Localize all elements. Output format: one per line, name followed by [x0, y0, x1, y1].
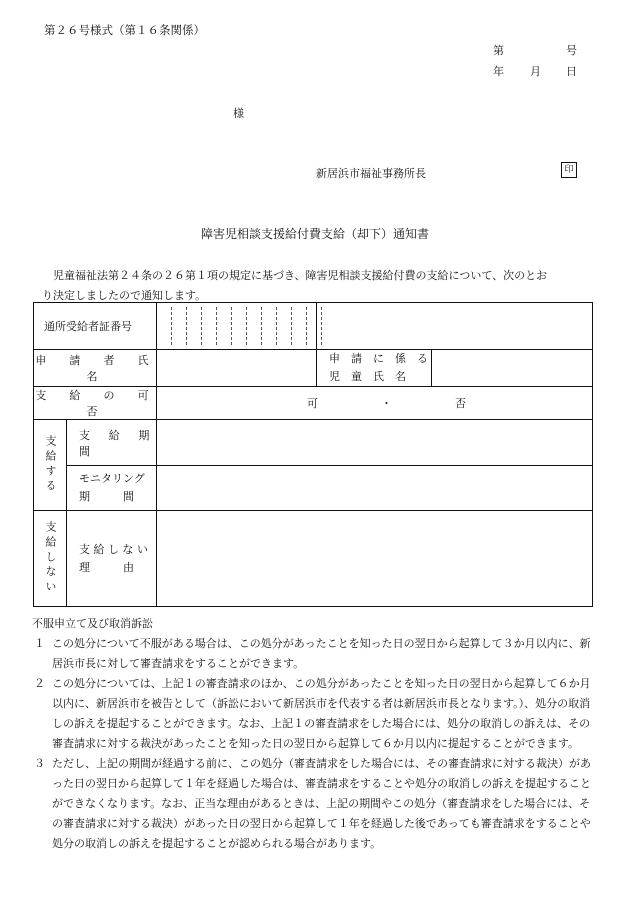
date-day-label: 日	[566, 65, 577, 78]
appeal-item-text: この処分については、上記１の審査請求のほか、この処分があったことを知った日の翌日から起算して６か月以内に、新居浜市を被告として（訴訟において新居浜市を代表する者は新居浜市長となります。）、処分の取消しの訴えを提起することができます。なお、上記１の審査請求をした場合には、処分の取消しの訴えは、その審査請求に対する裁決があったことを知った日の翌日から起算して６か月以内に提起することができます。	[52, 677, 591, 750]
approval-label: 支 給 の 可 否	[35, 389, 172, 418]
date-month-label: 月	[530, 65, 541, 78]
appeal-item-number: ３	[34, 757, 45, 770]
deny-reason-input[interactable]	[157, 511, 593, 607]
approval-option-yes[interactable]: 可	[307, 397, 318, 410]
form-number: 第２６号様式（第１６条関係）	[44, 23, 205, 37]
deny-group-label: 支給しない	[44, 521, 57, 596]
child-name-label-cell	[317, 350, 432, 387]
document-title: 障害児相談支援給付費支給（却下）通知書	[200, 227, 429, 241]
appeal-item-number: １	[34, 637, 45, 650]
monitoring-label-cell	[67, 466, 157, 511]
intro-line-2: り決定しましたので通知します。	[42, 289, 207, 302]
intro-text	[42, 266, 590, 306]
cert-number-input[interactable]	[157, 303, 317, 350]
issuer-name: 新居浜市福祉事務所長	[316, 167, 426, 180]
approval-options-cell[interactable]	[157, 387, 593, 420]
child-label-line-2: 児 童 氏 名	[329, 370, 406, 383]
applicant-name-input[interactable]	[157, 350, 317, 387]
date-year-label: 年	[493, 65, 504, 78]
appeal-section	[32, 614, 594, 854]
child-name-input[interactable]	[432, 350, 593, 387]
cert-number-label: 通所受給者証番号	[44, 320, 132, 333]
child-label-line-1: 申 請 に 係 る	[329, 352, 428, 365]
appeal-item-number: ２	[34, 677, 45, 690]
applicant-name-label-cell	[34, 350, 172, 387]
grant-period-label: 支 給 期 間	[79, 428, 169, 458]
monitoring-label-line-1: モニタリング	[79, 472, 145, 485]
monitoring-period-input[interactable]	[157, 466, 593, 511]
appeal-item-2	[34, 674, 594, 754]
grant-group-label-cell	[34, 420, 67, 511]
appeal-item-text: ただし、上記の期間が経過する前に、この処分（審査請求をした場合には、その審査請求に対する裁決）があった日の翌日から起算して１年を経過した場合は、審査請求をすることや処分の取消しの訴えを提起することができなくなります。なお、正当な理由があるときは、上記の期間やこの処分（審査請求をした場合には、その審査請求に対する裁決）があった日の翌日から起算して１年を経過した後であっても審査請求をすることや処分の取消しの訴えを提起することが認められる場合があります。	[52, 757, 591, 850]
grant-group-label: 支給する	[44, 435, 57, 495]
appeal-item-text: この処分について不服がある場合は、この処分があったことを知った日の翌日から起算して３か月以内に、新居浜市長に対して審査請求をすることができます。	[52, 637, 591, 670]
document-number-label: 第	[493, 44, 504, 57]
applicant-name-label: 申 請 者 氏 名	[35, 354, 172, 383]
grant-period-input[interactable]	[157, 420, 593, 466]
digit-boxes	[171, 307, 322, 345]
document-number-suffix: 号	[566, 44, 577, 57]
addressee-suffix: 様	[233, 107, 244, 120]
appeal-item-1	[34, 634, 594, 674]
deny-group-label-cell	[34, 511, 67, 607]
deny-reason-label-line-1: 支 給 し な い	[79, 542, 148, 556]
decision-table	[33, 302, 593, 607]
appeal-heading: 不服申立て及び取消訴訟	[32, 617, 153, 630]
intro-line-1: 児童福祉法第２４条の２６第１項の規定に基づき、障害児相談支援給付費の支給について、次のとお	[53, 269, 548, 282]
deny-reason-label-cell	[67, 511, 157, 607]
approval-option-separator: ・	[381, 397, 392, 410]
appeal-item-3	[34, 754, 594, 854]
grant-period-label-cell	[67, 420, 169, 466]
deny-reason-label-line-2: 理 由	[79, 560, 134, 574]
cert-number-blank	[317, 303, 593, 350]
approval-option-no[interactable]: 否	[455, 397, 466, 410]
monitoring-label-line-2: 期 間	[79, 490, 134, 503]
cert-number-label-cell	[34, 303, 157, 350]
seal-stamp-icon: 印	[561, 162, 577, 178]
approval-label-cell	[34, 387, 172, 420]
